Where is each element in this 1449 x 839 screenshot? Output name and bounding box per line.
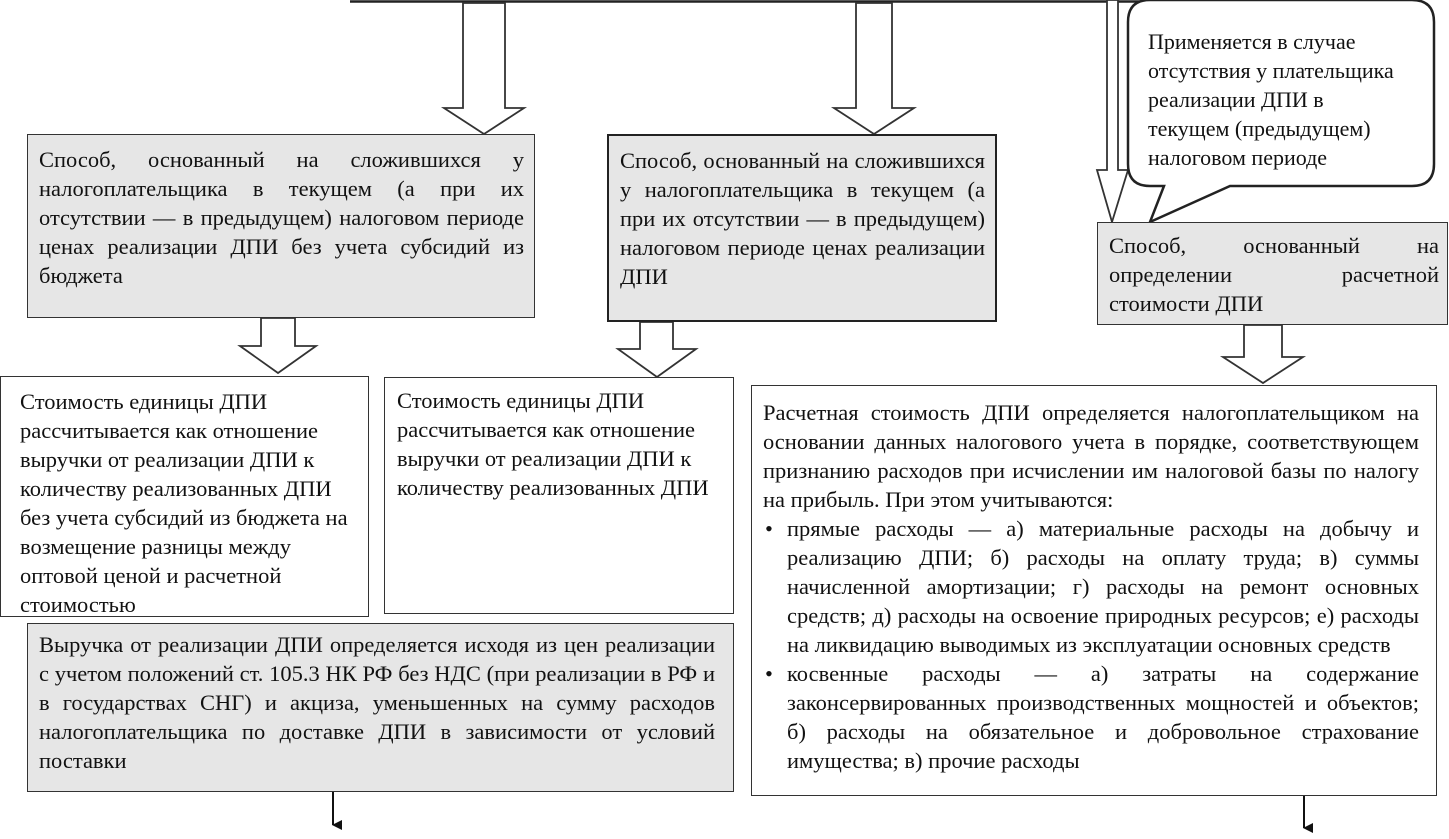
method-box-3-text: Способ, основанный на определении расчетной стоимости ДПИ [1109, 233, 1439, 316]
hollow-arrow-3 [1097, 0, 1128, 222]
hollow-arrow-2 [834, 3, 914, 134]
method-box-current-prices [607, 134, 997, 322]
method-box-calculated-cost [1097, 222, 1448, 325]
indirect-costs-item: • косвенные расходы — а) затраты на содержание законсервированных производственных мощностей и объектов; б) расходы на обязательное и добровольное страхование имущества; в) прочие расходы [763, 659, 1419, 775]
revenue-definition-text: Выручка от реализации ДПИ определяется исходя из цен реализации с учетом положений ст. 105.3 НК РФ без НДС (при реализации в РФ и в государствах СНГ) и акциза, уменьшенных на сумму расходов налогоплательщика по доставке ДПИ в зависимости от условий поставки [39, 632, 715, 773]
hollow-arrow-1 [444, 3, 524, 134]
method-box-current-prices-no-subsidies [27, 134, 535, 318]
unit-cost-box-with-subsidies [0, 376, 369, 617]
revenue-definition-box [27, 623, 734, 792]
unit-cost-1-text: Стоимость единицы ДПИ рассчитывается как отношение выручки от реализации ДПИ к количеству реализованных ДПИ без учета субсидий из бюджета на возмещение разницы между оптовой ценой и расчетной стоимостью [20, 389, 348, 617]
direct-costs-item: • прямые расходы — а) материальные расходы на добычу и реализацию ДПИ; б) расходы на оплату труда; в) суммы начисленной амортизации; г) расходы на ремонт основных средств; д) расходы на освоение природных ресурсов; е) расходы на ликвидацию выводимых из эксплуатации основных средств [763, 514, 1419, 659]
hollow-arrow-4 [240, 318, 316, 373]
calculated-cost-intro: Расчетная стоимость ДПИ определяется налогоплательщиком на основании данных налогового учета в порядке, соответствующем признанию расходов при исчислении им налоговой базы по налогу на прибыль. При этом учитываются: [763, 400, 1419, 512]
unit-cost-2-text: Стоимость единицы ДПИ рассчитывается как отношение выручки от реализации ДПИ к количеству реализованных ДПИ [397, 388, 709, 500]
callout-text: Применяется в случае отсутствия у плательщика реализации ДПИ в текущем (предыдущем) налоговом периоде [1148, 29, 1394, 170]
hollow-arrow-5 [618, 322, 696, 377]
unit-cost-box [384, 377, 734, 614]
hollow-arrow-6 [1223, 325, 1303, 383]
method-box-2-text: Способ, основанный на сложившихся у налогоплательщика в текущем (а при их отсутствии — в предыдущем) налоговом периоде ценах реализации ДПИ [620, 148, 985, 289]
calculated-cost-list [763, 514, 1419, 775]
method-box-1-text: Способ, основанный на сложившихся у налогоплательщика в текущем (а при их отсутствии — в предыдущем) налоговом периоде ценах реализации ДПИ без учета субсидий из бюджета [39, 147, 524, 288]
calculated-cost-box [751, 385, 1437, 796]
